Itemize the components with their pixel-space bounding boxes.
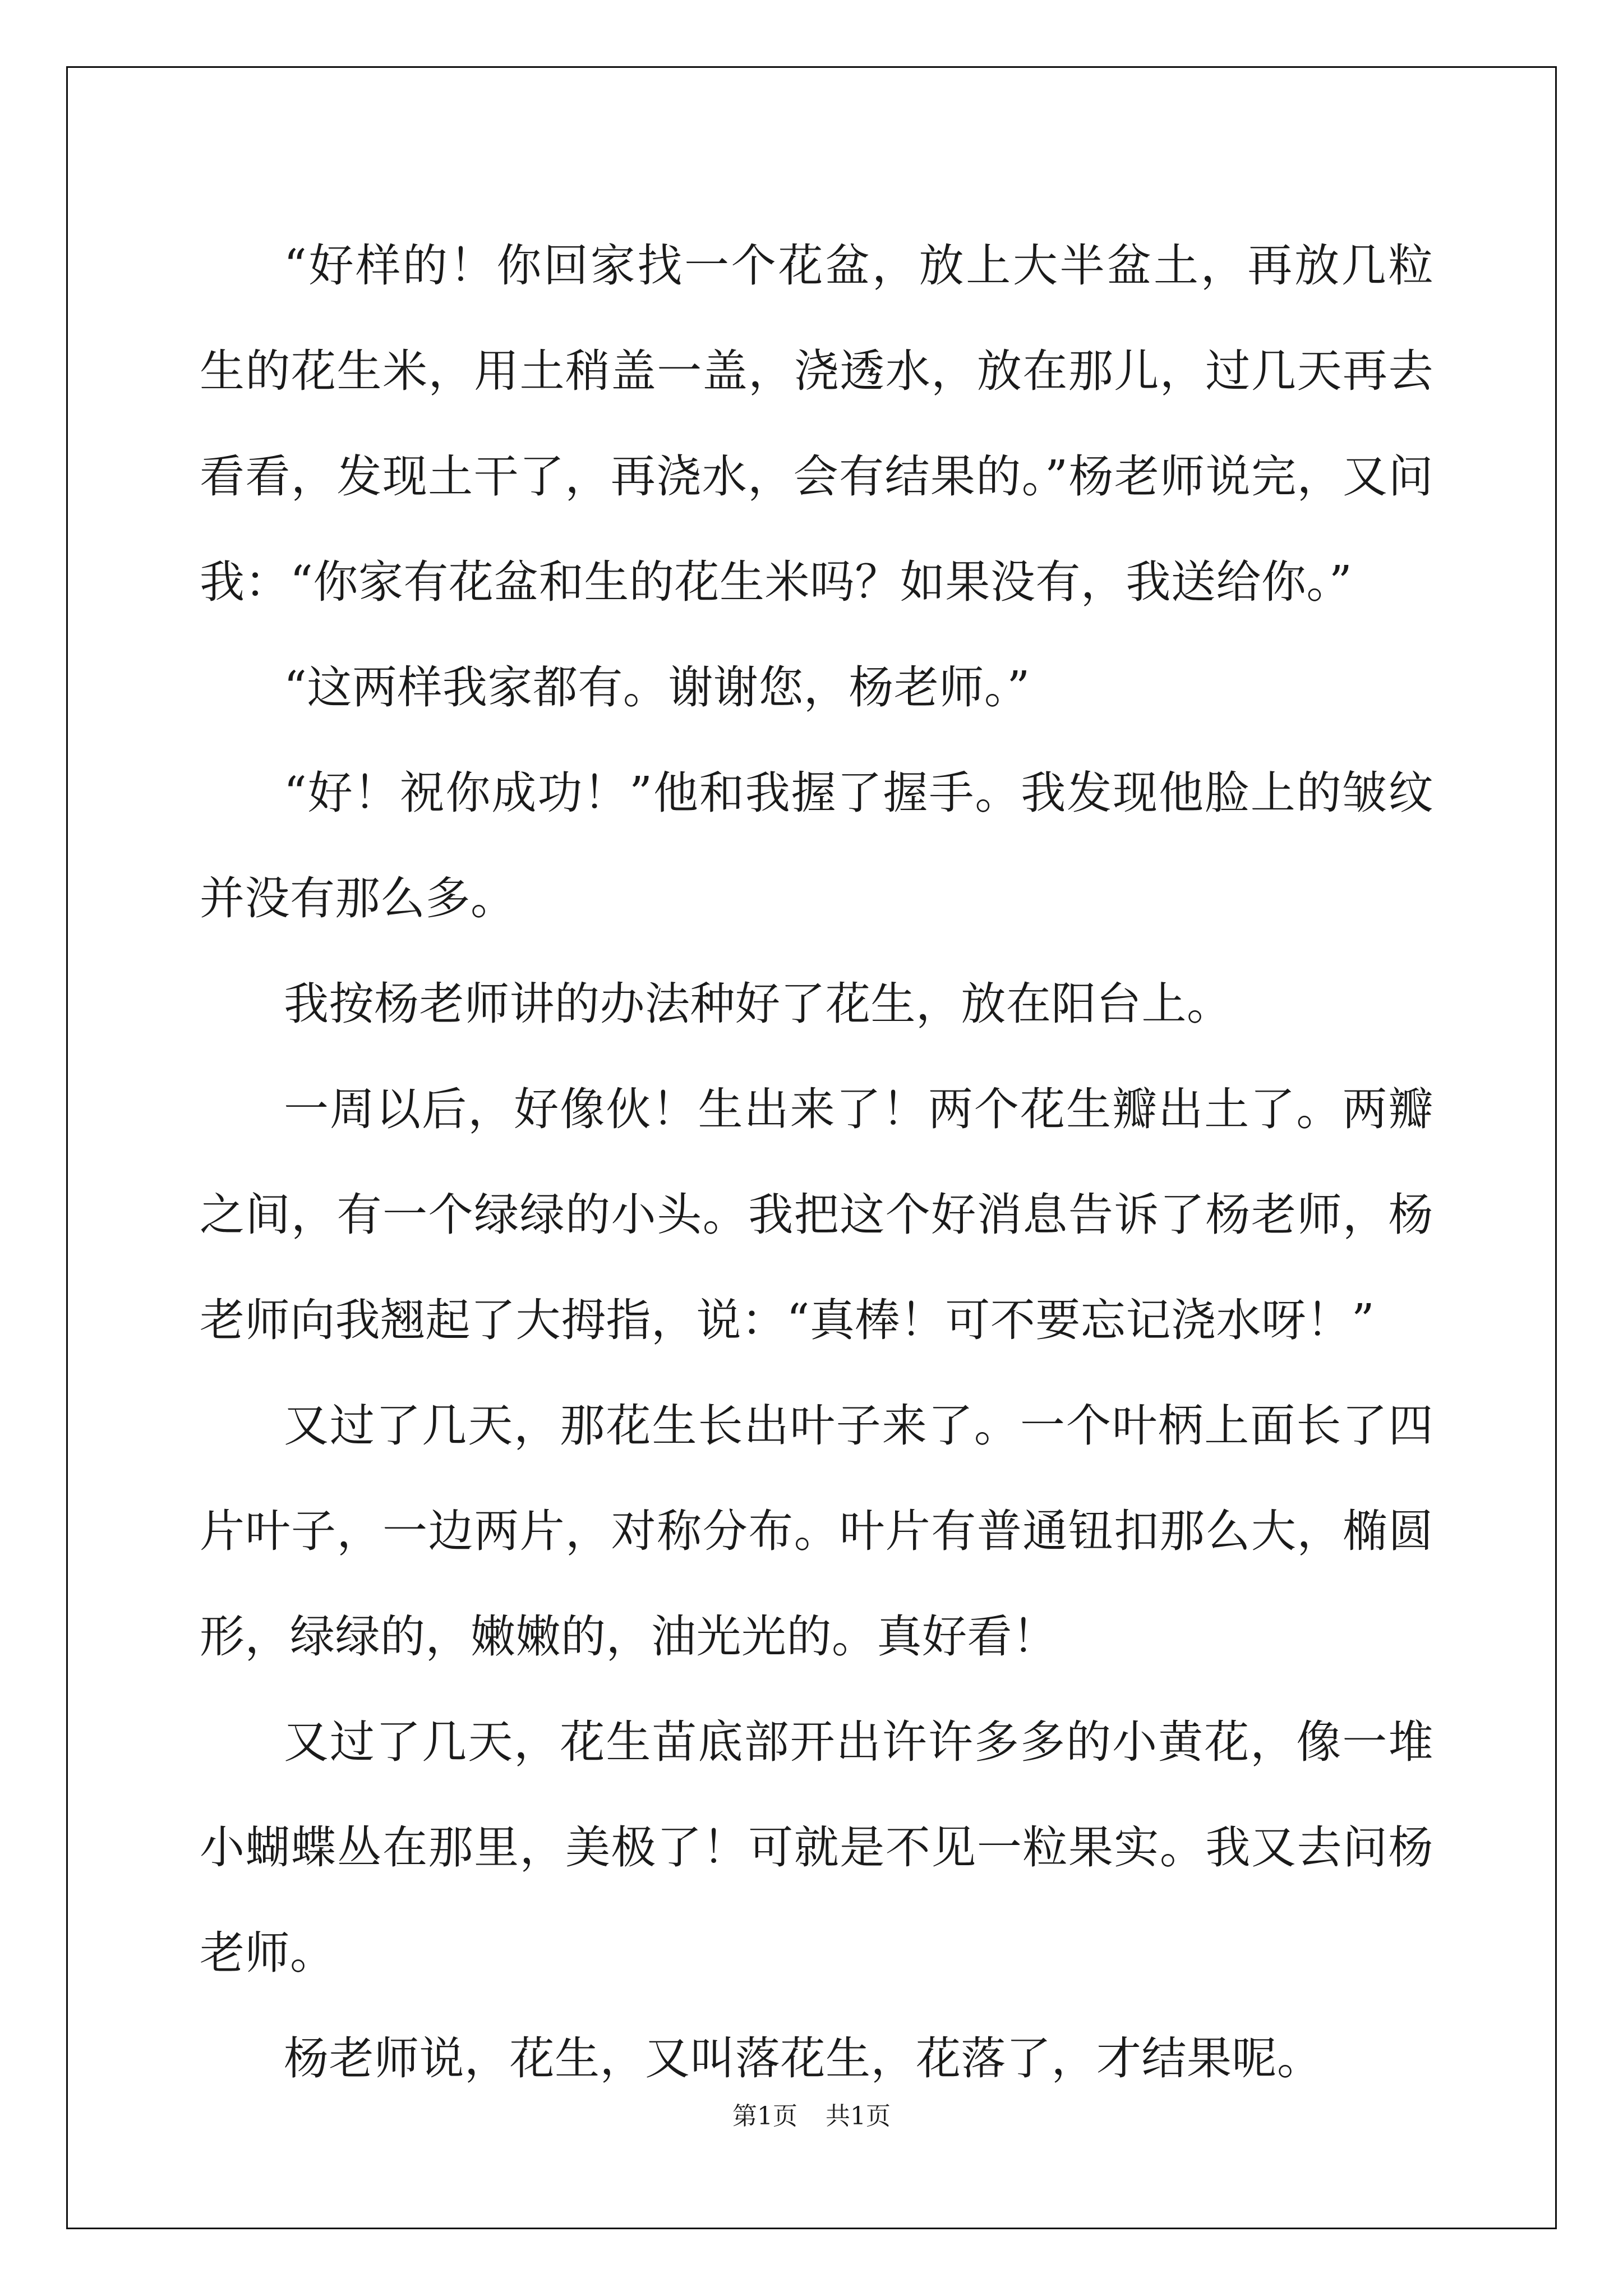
- paragraph-8: 杨老师说，花生，又叫落花生，花落了，才结果呢。: [284, 2032, 1322, 2085]
- page-footer: [0, 2096, 1623, 2132]
- paragraph-7: 又过了几天，花生苗底部开出许许多多的小黄花，像一堆小蝴蝶丛在那里，美极了！可就是不见一粒果实。我又去问杨老师。: [200, 1716, 1433, 1979]
- paragraph-4: 我按杨老师讲的办法种好了花生，放在阳台上。: [284, 978, 1232, 1030]
- document-body: [200, 213, 1433, 2111]
- page-number-current: 第1页: [732, 2102, 797, 2131]
- paragraph-6: 又过了几天，那花生长出叶子来了。一个叶柄上面长了四片叶子，一边两片，对称分布。叶片有普通钮扣那么大，椭圆形，绿绿的，嫩嫩的，油光光的。真好看！: [200, 1400, 1433, 1663]
- paragraph-5: 一周以后，好像伙！生出来了！两个花生瓣出土了。两瓣之间，有一个绿绿的小头。我把这个好消息告诉了杨老师，杨老师向我翘起了大拇指，说：“真棒！可不要忘记浇水呀！”: [200, 1083, 1433, 1346]
- page-number-total: 共1页: [826, 2102, 891, 2131]
- paragraph-1: “好样的！你回家找一个花盆，放上大半盆土，再放几粒生的花生米，用土稍盖一盖，浇透水，放在那儿，过几天再去看看，发现土干了，再浇水，会有结果的。”杨老师说完，又问我：“你家有花盆和生的花生米吗？如果没有，我送给你。”: [200, 240, 1433, 608]
- paragraph-2: “这两样我家都有。谢谢您，杨老师。”: [284, 661, 1030, 714]
- paragraph-3: “好！祝你成功！”他和我握了握手。我发现他脸上的皱纹并没有那么多。: [200, 767, 1433, 924]
